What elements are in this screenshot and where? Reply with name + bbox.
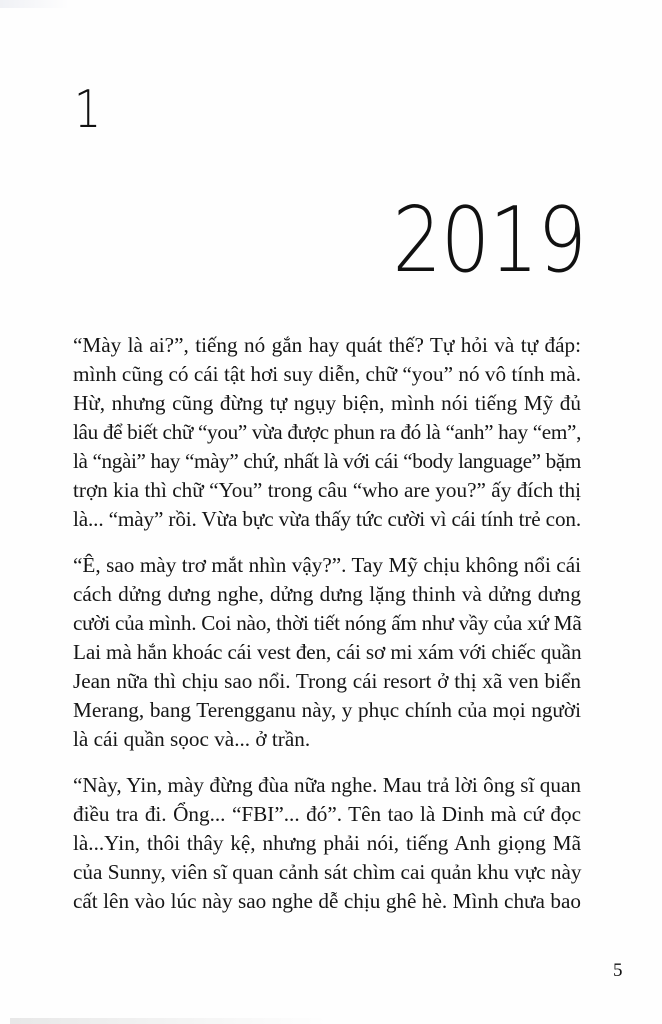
paragraph-3 <box>73 771 581 916</box>
page-number: 5 <box>613 960 623 981</box>
text-line: “Này, Yin, mày đừng đùa nữa nghe. Mau trả lời ông sĩ quan <box>73 773 581 797</box>
text-line: là... “mày” rồi. Vừa bực vừa thấy tức cười vì cái tính trẻ con. <box>73 507 581 531</box>
scan-artifact-bottom <box>10 1018 330 1024</box>
text-line: cười của mình. Coi nào, thời tiết nóng ấm như vầy của xứ Mã <box>73 611 582 635</box>
body-text <box>73 331 581 933</box>
text-line: cất lên vào lúc này sao nghe dễ chịu ghê hè. Mình chưa bao <box>73 889 581 913</box>
text-line: Lai mà hắn khoác cái vest đen, cái sơ mi xám với chiếc quần <box>73 640 582 664</box>
text-line: cách dửng dưng nghe, dửng dưng lặng thinh và dửng dưng <box>73 582 581 606</box>
paragraph-2 <box>73 551 581 754</box>
text-line: Hừ, nhưng cũng đừng tự ngụy biện, mình nói tiếng Mỹ đủ <box>73 391 581 415</box>
text-line: trợn kia thì chữ “You” trong câu “who are you?” ấy đích thị <box>73 478 581 502</box>
text-line: là...Yin, thôi thây kệ, nhưng phải nói, tiếng Anh giọng Mã <box>73 831 581 855</box>
text-line: là “ngài” hay “mày” chứ, nhất là với cái “body language” bặm <box>73 449 581 473</box>
paragraph-1 <box>73 331 581 534</box>
text-line: Jean nữa thì chịu sao nổi. Trong cái resort ở thị xã ven biển <box>73 669 581 693</box>
chapter-title-year: 2019 <box>392 188 586 293</box>
text-line: mình cũng có cái tật hơi suy diễn, chữ “you” nó vô tính mà. <box>73 362 581 386</box>
text-line: là cái quần sọoc và... ở trần. <box>73 727 311 751</box>
text-line: “Mày là ai?”, tiếng nó gắn hay quát thế? Tự hỏi và tự đáp: <box>73 333 581 357</box>
text-line: “Ê, sao mày trơ mắt nhìn vậy?”. Tay Mỹ chịu không nổi cái <box>73 553 581 577</box>
text-line: của Sunny, viên sĩ quan cảnh sát chìm cai quản khu vực này <box>73 860 582 884</box>
text-line: Merang, bang Terengganu này, y phục chính của mọi người <box>73 698 581 722</box>
scan-artifact-top <box>0 0 70 8</box>
text-line: lâu để biết chữ “you” vừa được phun ra đó là “anh” hay “em”, <box>73 420 582 444</box>
text-line: điều tra đi. Ổng... “FBI”... đó”. Tên tao là Dinh mà cứ đọc <box>73 802 581 826</box>
chapter-number: 1 <box>74 80 102 140</box>
